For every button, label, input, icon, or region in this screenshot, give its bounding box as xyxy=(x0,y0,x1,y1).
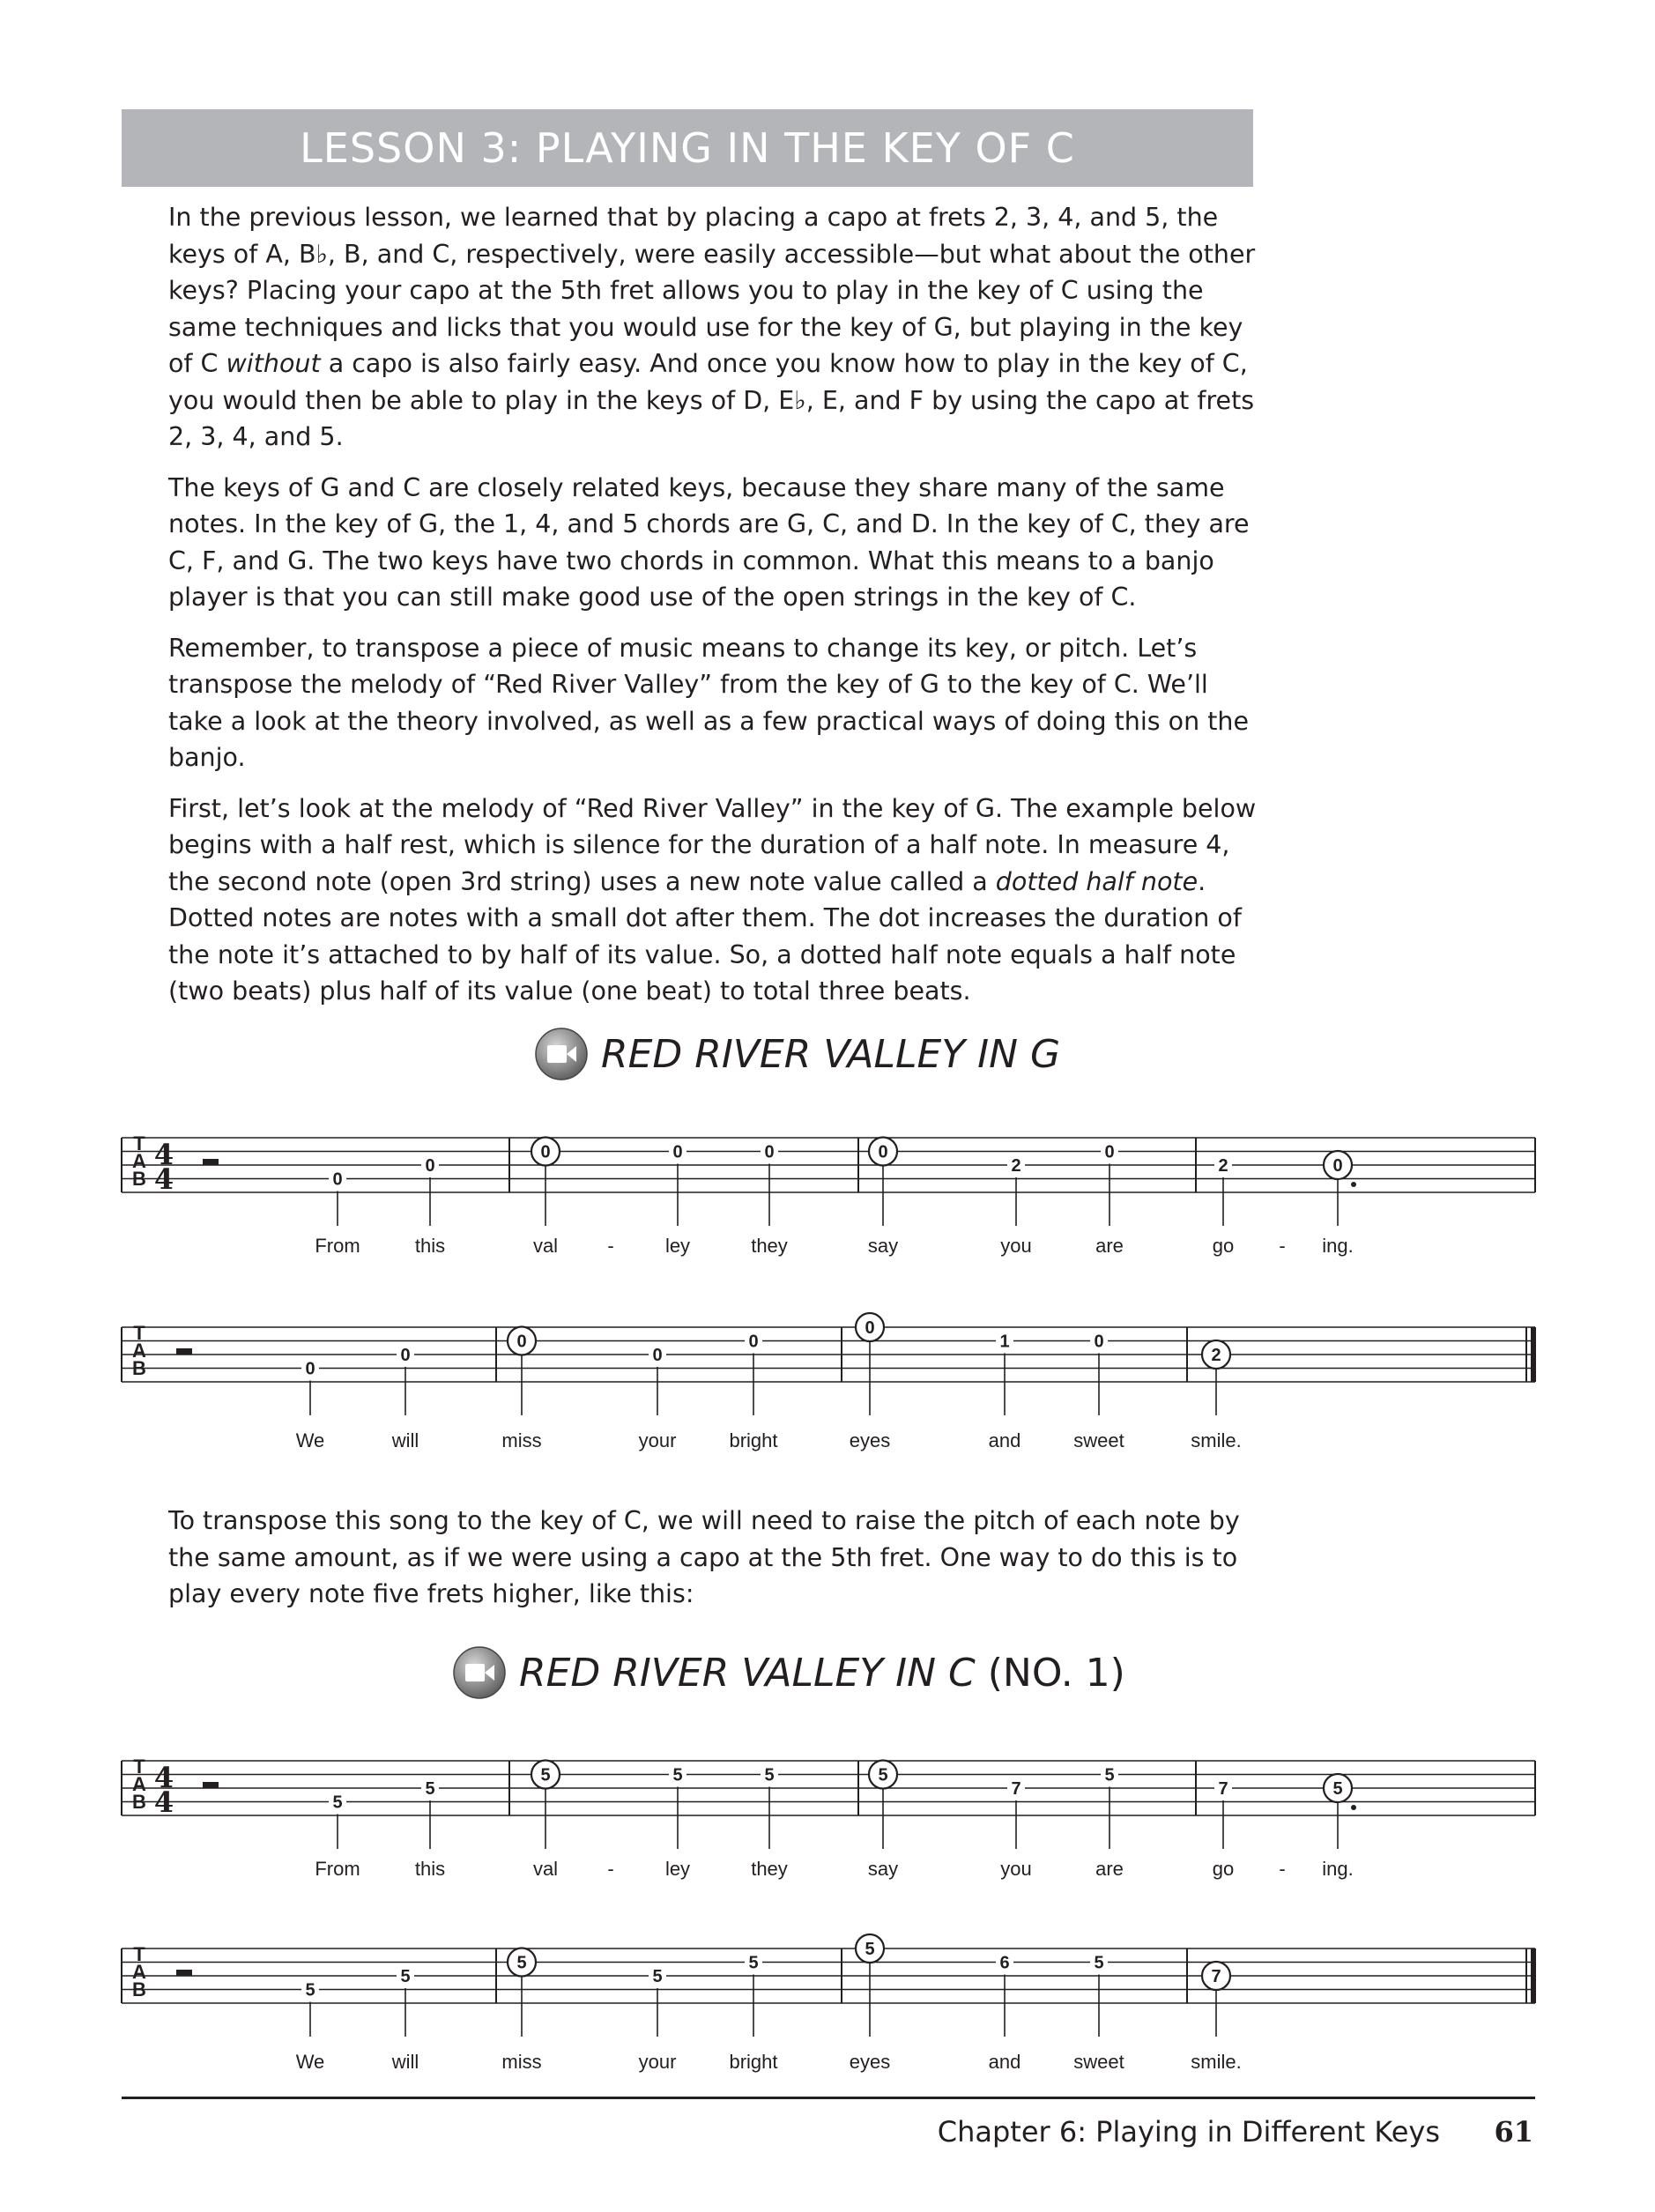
fret-number: 5 xyxy=(1094,1953,1104,1973)
fret-number: 0 xyxy=(1104,1142,1115,1162)
tab-clef-letter: T xyxy=(133,1132,145,1154)
lyric-hyphen: - xyxy=(607,1235,614,1257)
lyric-word: We xyxy=(295,2051,325,2073)
lyric-word: bright xyxy=(729,2051,778,2073)
lyric-word: val xyxy=(532,1235,559,1257)
fret-number: 0 xyxy=(672,1142,683,1162)
fret-number: 5 xyxy=(878,1765,888,1785)
fret-number: 0 xyxy=(1332,1156,1343,1176)
tab-clef-letter: A xyxy=(132,1340,146,1362)
lyric-word: eyes xyxy=(849,1429,891,1451)
lyric-word: they xyxy=(751,1235,788,1257)
fret-number: 0 xyxy=(764,1142,775,1162)
text-run: . Dotted notes are notes with a small dot after them. The dot increases the duration of the note it’s attached to by half of its value. So, a dotted half note equals a half note (two beats) plus half of its value (one beat) to total three beats. xyxy=(168,866,1242,1006)
tab-clef-letter: T xyxy=(133,1943,145,1965)
lyric-word: ley xyxy=(664,1858,691,1880)
lyric-word: miss xyxy=(501,1429,542,1451)
fret-number: 5 xyxy=(748,1953,759,1973)
example-subtitle-text: (NO. 1) xyxy=(987,1650,1125,1696)
text-run: Remember, to transpose a piece of music means to change its key, or pitch. Let’s transpose the melody of “Red River Valley” from the key of G to the key of C. We’ll take a look at the theory involved, as well as a few practical ways of doing this on the banjo. xyxy=(168,633,1250,772)
lyric-hyphen: - xyxy=(607,1858,614,1880)
fret-number: 0 xyxy=(400,1346,411,1365)
fret-number: 5 xyxy=(400,1967,411,1986)
tab-clef-letter: T xyxy=(133,1755,145,1778)
text-run: The keys of G and C are closely related keys, because they share many of the same notes. In the key of G, the 1, 4, and 5 chords are G, C, and D. In the key of C, they are C, F, and G. The two keys have two chords in common. What this means to a banjo player is that you can still make good use of the open strings in the key of C. xyxy=(168,472,1250,612)
fret-number: 5 xyxy=(540,1765,551,1785)
lyric-word: this xyxy=(414,1235,446,1257)
text-run: First, let’s look at the melody of “Red River Valley” in the key of G. The example below begins with a half rest, which is silence for the duration of a half note. In measure 4, the second note (open 3rd string) uses a new note value called a xyxy=(168,793,1257,896)
half-rest xyxy=(176,1970,192,1976)
lyric-word: ing. xyxy=(1322,1235,1354,1257)
lyric-word: they xyxy=(751,1858,788,1880)
fret-number: 2 xyxy=(1211,1346,1221,1365)
lyric-word: will xyxy=(391,2051,419,2073)
lyric-word: ley xyxy=(664,1235,691,1257)
tab-clef-letter: A xyxy=(132,1773,146,1795)
lyric-word: will xyxy=(391,1429,419,1451)
fret-number: 5 xyxy=(305,1980,315,2000)
lyric-hyphen: - xyxy=(1279,1858,1286,1880)
fret-number: 5 xyxy=(1104,1765,1115,1785)
tab-clef-letter: T xyxy=(133,1322,145,1344)
chapter-title: Chapter 6: Playing in Different Keys xyxy=(937,2115,1440,2149)
fret-number: 5 xyxy=(1332,1779,1343,1799)
page-number: 61 xyxy=(1494,2115,1533,2149)
fret-number: 0 xyxy=(878,1142,888,1162)
lyric-word: this xyxy=(414,1858,446,1880)
example-title-text: RED RIVER VALLEY IN G xyxy=(601,1031,1061,1077)
fret-number: 0 xyxy=(305,1359,315,1379)
lesson-title: LESSON 3: PLAYING IN THE KEY OF C xyxy=(300,124,1075,172)
lyric-word: sweet xyxy=(1073,2051,1124,2073)
fret-number: 0 xyxy=(748,1332,759,1352)
lyric-word: and xyxy=(988,2051,1021,2073)
lyric-word: eyes xyxy=(849,2051,891,2073)
fret-number: 0 xyxy=(425,1156,435,1176)
time-signature-top: 4 xyxy=(153,1138,174,1171)
fret-number: 5 xyxy=(332,1793,343,1813)
half-rest xyxy=(176,1348,192,1355)
tab-clef-letter: A xyxy=(132,1961,146,1983)
lyric-word: go xyxy=(1212,1235,1235,1257)
half-rest xyxy=(203,1782,219,1788)
fret-number: 5 xyxy=(865,1940,875,1959)
lyric-word: smile. xyxy=(1191,2051,1242,2073)
fret-number: 0 xyxy=(652,1346,663,1365)
lyric-word: val xyxy=(532,1858,559,1880)
fret-number: 5 xyxy=(425,1779,435,1799)
fret-number: 7 xyxy=(1011,1779,1021,1799)
text-run: a capo is also fairly easy. And once you know how to play in the key of C, you would then be able to play in the keys of D, E♭, E, and F by using the capo at frets 2, 3, 4, and 5. xyxy=(168,349,1255,451)
lyric-word: and xyxy=(988,1429,1021,1451)
fret-number: 5 xyxy=(652,1967,663,1986)
lyric-word: go xyxy=(1212,1858,1235,1880)
fret-number: 6 xyxy=(999,1953,1010,1973)
fret-number: 7 xyxy=(1211,1967,1221,1986)
tab-clef-letter: B xyxy=(132,1357,146,1379)
lyric-word: your xyxy=(638,1429,677,1451)
fret-number: 0 xyxy=(516,1332,527,1352)
lyric-word: are xyxy=(1095,1235,1124,1257)
tab-staff-1-2 xyxy=(122,1313,1535,1415)
tab-clef-letter: B xyxy=(132,1978,146,2000)
lyric-word: say xyxy=(867,1235,899,1257)
fret-number: 2 xyxy=(1218,1156,1228,1176)
lyric-word: From xyxy=(315,1858,360,1880)
time-signature-top: 4 xyxy=(153,1761,174,1794)
augmentation-dot xyxy=(1351,1805,1356,1810)
fret-number: 7 xyxy=(1218,1779,1228,1799)
lyric-word: ing. xyxy=(1322,1858,1354,1880)
lyric-word: sweet xyxy=(1073,1429,1124,1451)
text-run: In the previous lesson, we learned that by placing a capo at frets 2, 3, 4, and 5, the keys of A, B♭, B, and C, respectively, were easily accessible—but what about the other keys? Placing your capo at the 5th fret allows you to play in the key of C using the same techniques and licks that you would use for the key of G, but playing in the key of C xyxy=(168,203,1256,378)
fret-number: 5 xyxy=(672,1765,683,1785)
fret-number: 0 xyxy=(1094,1332,1104,1352)
tab-staff-2-2 xyxy=(122,1934,1535,2037)
half-rest xyxy=(203,1159,219,1165)
fret-number: 0 xyxy=(540,1142,551,1162)
lyric-hyphen: - xyxy=(1279,1235,1286,1257)
lyric-word: smile. xyxy=(1191,1429,1242,1451)
example-title-text: RED RIVER VALLEY IN C xyxy=(519,1650,976,1696)
lyric-word: From xyxy=(315,1235,360,1257)
fret-number: 0 xyxy=(865,1318,875,1338)
lyric-word: are xyxy=(1095,1858,1124,1880)
fret-number: 5 xyxy=(516,1953,527,1973)
augmentation-dot xyxy=(1351,1182,1356,1187)
tab-clef-letter: B xyxy=(132,1168,146,1190)
fret-number: 5 xyxy=(764,1765,775,1785)
lyric-word: your xyxy=(638,2051,677,2073)
fret-number: 0 xyxy=(332,1169,343,1190)
time-signature-bottom: 4 xyxy=(153,1785,174,1819)
footer-rule xyxy=(122,2097,1535,2099)
lyric-word: bright xyxy=(729,1429,778,1451)
lyric-word: say xyxy=(867,1858,899,1880)
tab-clef-letter: B xyxy=(132,1791,146,1813)
italic-text: without xyxy=(226,349,321,378)
fret-number: 2 xyxy=(1011,1156,1021,1176)
tab-clef-letter: A xyxy=(132,1150,146,1172)
lyric-word: you xyxy=(1000,1858,1032,1880)
italic-text: dotted half note xyxy=(995,866,1199,896)
fret-number: 1 xyxy=(999,1332,1010,1352)
lyric-word: you xyxy=(1000,1235,1032,1257)
time-signature-bottom: 4 xyxy=(153,1162,174,1196)
lyric-word: miss xyxy=(501,2051,542,2073)
paragraph: To transpose this song to the key of C, we will need to raise the pitch of each note by the same amount, as if we were using a capo at the 5th fret. One way to do this is to play every note five frets higher, like this: xyxy=(168,1506,1240,1608)
lyric-word: We xyxy=(295,1429,325,1451)
